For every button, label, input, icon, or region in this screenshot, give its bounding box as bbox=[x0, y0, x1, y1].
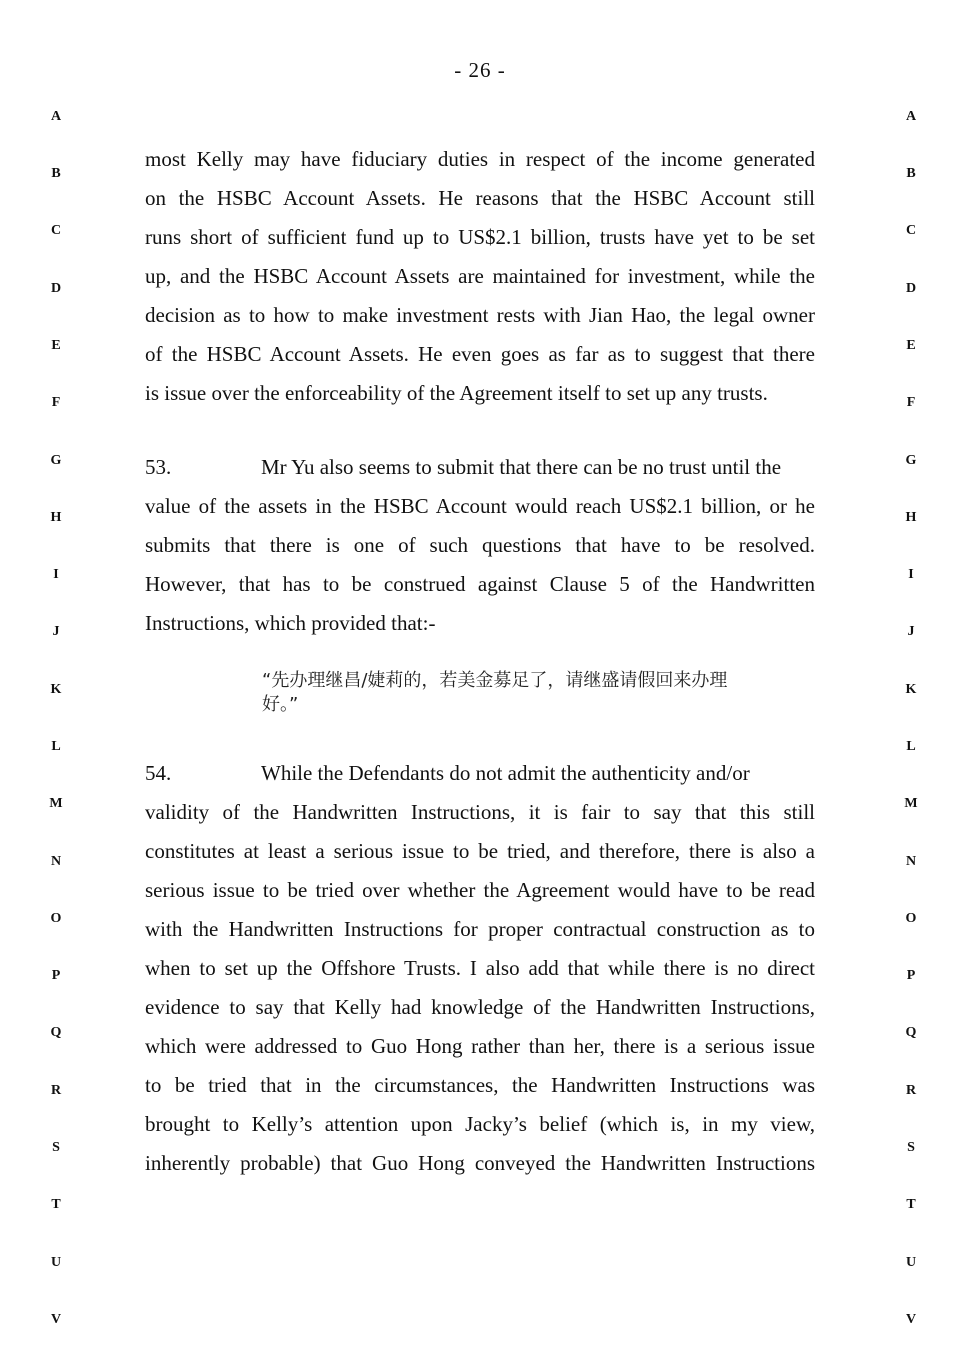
margin-letter: H bbox=[50, 510, 62, 525]
margin-letter: M bbox=[904, 796, 918, 811]
margin-letter: F bbox=[906, 395, 916, 410]
margin-letter: T bbox=[906, 1197, 916, 1212]
continuation-paragraph bbox=[145, 140, 815, 413]
paragraph-line: up, and the HSBC Account Assets are maintained for investment, while the bbox=[145, 264, 815, 288]
margin-letter: Q bbox=[905, 1025, 917, 1040]
paragraph-line: evidence to say that Kelly had knowledge of the Handwritten Instructions, bbox=[145, 995, 815, 1019]
paragraph-line: validity of the Handwritten Instructions, it is fair to say that this still bbox=[145, 800, 815, 824]
paragraph-line: Instructions, which provided that:- bbox=[145, 611, 436, 635]
paragraph-line: to be tried that in the circumstances, the Handwritten Instructions was bbox=[145, 1073, 815, 1097]
margin-letter: D bbox=[50, 281, 62, 296]
margin-letter: N bbox=[50, 854, 62, 869]
paragraph-line: when to set up the Offshore Trusts. I also add that while there is no direct bbox=[145, 956, 815, 980]
margin-letter: L bbox=[51, 739, 61, 754]
margin-letter: F bbox=[51, 395, 61, 410]
paragraph-line: submits that there is one of such questions that have to be resolved. bbox=[145, 533, 815, 557]
margin-letter: G bbox=[50, 453, 62, 468]
margin-letter: U bbox=[905, 1255, 917, 1270]
paragraph-line: brought to Kelly’s attention upon Jacky’s belief (which is, in my view, bbox=[145, 1112, 815, 1136]
margin-letter: I bbox=[908, 567, 914, 582]
margin-letter: N bbox=[905, 854, 917, 869]
paragraph-line: Mr Yu also seems to submit that there can be no trust until the bbox=[261, 455, 782, 479]
margin-letter: B bbox=[906, 166, 916, 181]
margin-letter: J bbox=[907, 624, 915, 639]
paragraph-line: serious issue to be tried over whether the Agreement would have to be read bbox=[145, 878, 815, 902]
margin-letter: S bbox=[52, 1140, 60, 1155]
margin-letter: S bbox=[907, 1140, 915, 1155]
margin-letter: B bbox=[51, 166, 61, 181]
paragraph-line: runs short of sufficient fund up to US$2.1 billion, trusts have yet to be set bbox=[145, 225, 815, 249]
paragraph-first-line bbox=[145, 754, 815, 793]
paragraph-line: While the Defendants do not admit the authenticity and/or bbox=[261, 761, 750, 785]
margin-letter: G bbox=[905, 453, 917, 468]
paragraph-line: is issue over the enforceability of the Agreement itself to set up any trusts. bbox=[145, 381, 768, 405]
quoted-clause bbox=[262, 669, 782, 717]
margin-letter: C bbox=[50, 223, 62, 238]
paragraph-53 bbox=[145, 448, 815, 643]
paragraph-line: constitutes at least a serious issue to be tried, and therefore, there is also a bbox=[145, 839, 815, 863]
margin-letter: O bbox=[905, 911, 917, 926]
margin-letter: K bbox=[905, 682, 917, 697]
paragraph-line: of the HSBC Account Assets. He even goes as far as to suggest that there bbox=[145, 342, 815, 366]
margin-letter: O bbox=[50, 911, 62, 926]
paragraph-line: value of the assets in the HSBC Account would reach US$2.1 billion, or he bbox=[145, 494, 815, 518]
paragraph-number: 54. bbox=[145, 761, 172, 785]
paragraph-line: most Kelly may have fiduciary duties in respect of the income generated bbox=[145, 147, 815, 171]
paragraph-number: 53. bbox=[145, 455, 172, 479]
paragraph-line: with the Handwritten Instructions for proper contractual construction as to bbox=[145, 917, 815, 941]
margin-letter: A bbox=[905, 109, 917, 124]
paragraph-line: However, that has to be construed against Clause 5 of the Handwritten bbox=[145, 572, 815, 596]
margin-letter: R bbox=[905, 1083, 917, 1098]
margin-letter: R bbox=[50, 1083, 62, 1098]
margin-letter: V bbox=[50, 1312, 62, 1327]
margin-letter: P bbox=[51, 968, 61, 983]
quote-line: 好。” bbox=[262, 694, 299, 715]
paragraph-first-line bbox=[145, 448, 815, 487]
quote-line: “先办理继昌/婕莉的，若美金募足了，请继盛请假回来办理 bbox=[262, 670, 728, 691]
margin-letter: K bbox=[50, 682, 62, 697]
margin-letter: M bbox=[49, 796, 63, 811]
margin-letter: E bbox=[906, 338, 916, 353]
margin-letter: E bbox=[51, 338, 61, 353]
margin-letter: H bbox=[905, 510, 917, 525]
margin-letter: C bbox=[905, 223, 917, 238]
margin-letter: Q bbox=[50, 1025, 62, 1040]
paragraph-line: inherently probable) that Guo Hong conveyed the Handwritten Instructions bbox=[145, 1151, 815, 1175]
paragraph-line: decision as to how to make investment rests with Jian Hao, the legal owner bbox=[145, 303, 815, 327]
margin-letter: L bbox=[906, 739, 916, 754]
paragraph-line: on the HSBC Account Assets. He reasons that the HSBC Account still bbox=[145, 186, 815, 210]
margin-letter: I bbox=[53, 567, 59, 582]
margin-letter: V bbox=[905, 1312, 917, 1327]
margin-letter: D bbox=[905, 281, 917, 296]
paragraph-line: which were addressed to Guo Hong rather than her, there is a serious issue bbox=[145, 1034, 815, 1058]
margin-letter: A bbox=[50, 109, 62, 124]
margin-letter: P bbox=[906, 968, 916, 983]
margin-letter: U bbox=[50, 1255, 62, 1270]
page-number: - 26 - bbox=[454, 58, 506, 82]
margin-letter: J bbox=[52, 624, 60, 639]
paragraph-54 bbox=[145, 754, 815, 1183]
margin-letter: T bbox=[51, 1197, 61, 1212]
